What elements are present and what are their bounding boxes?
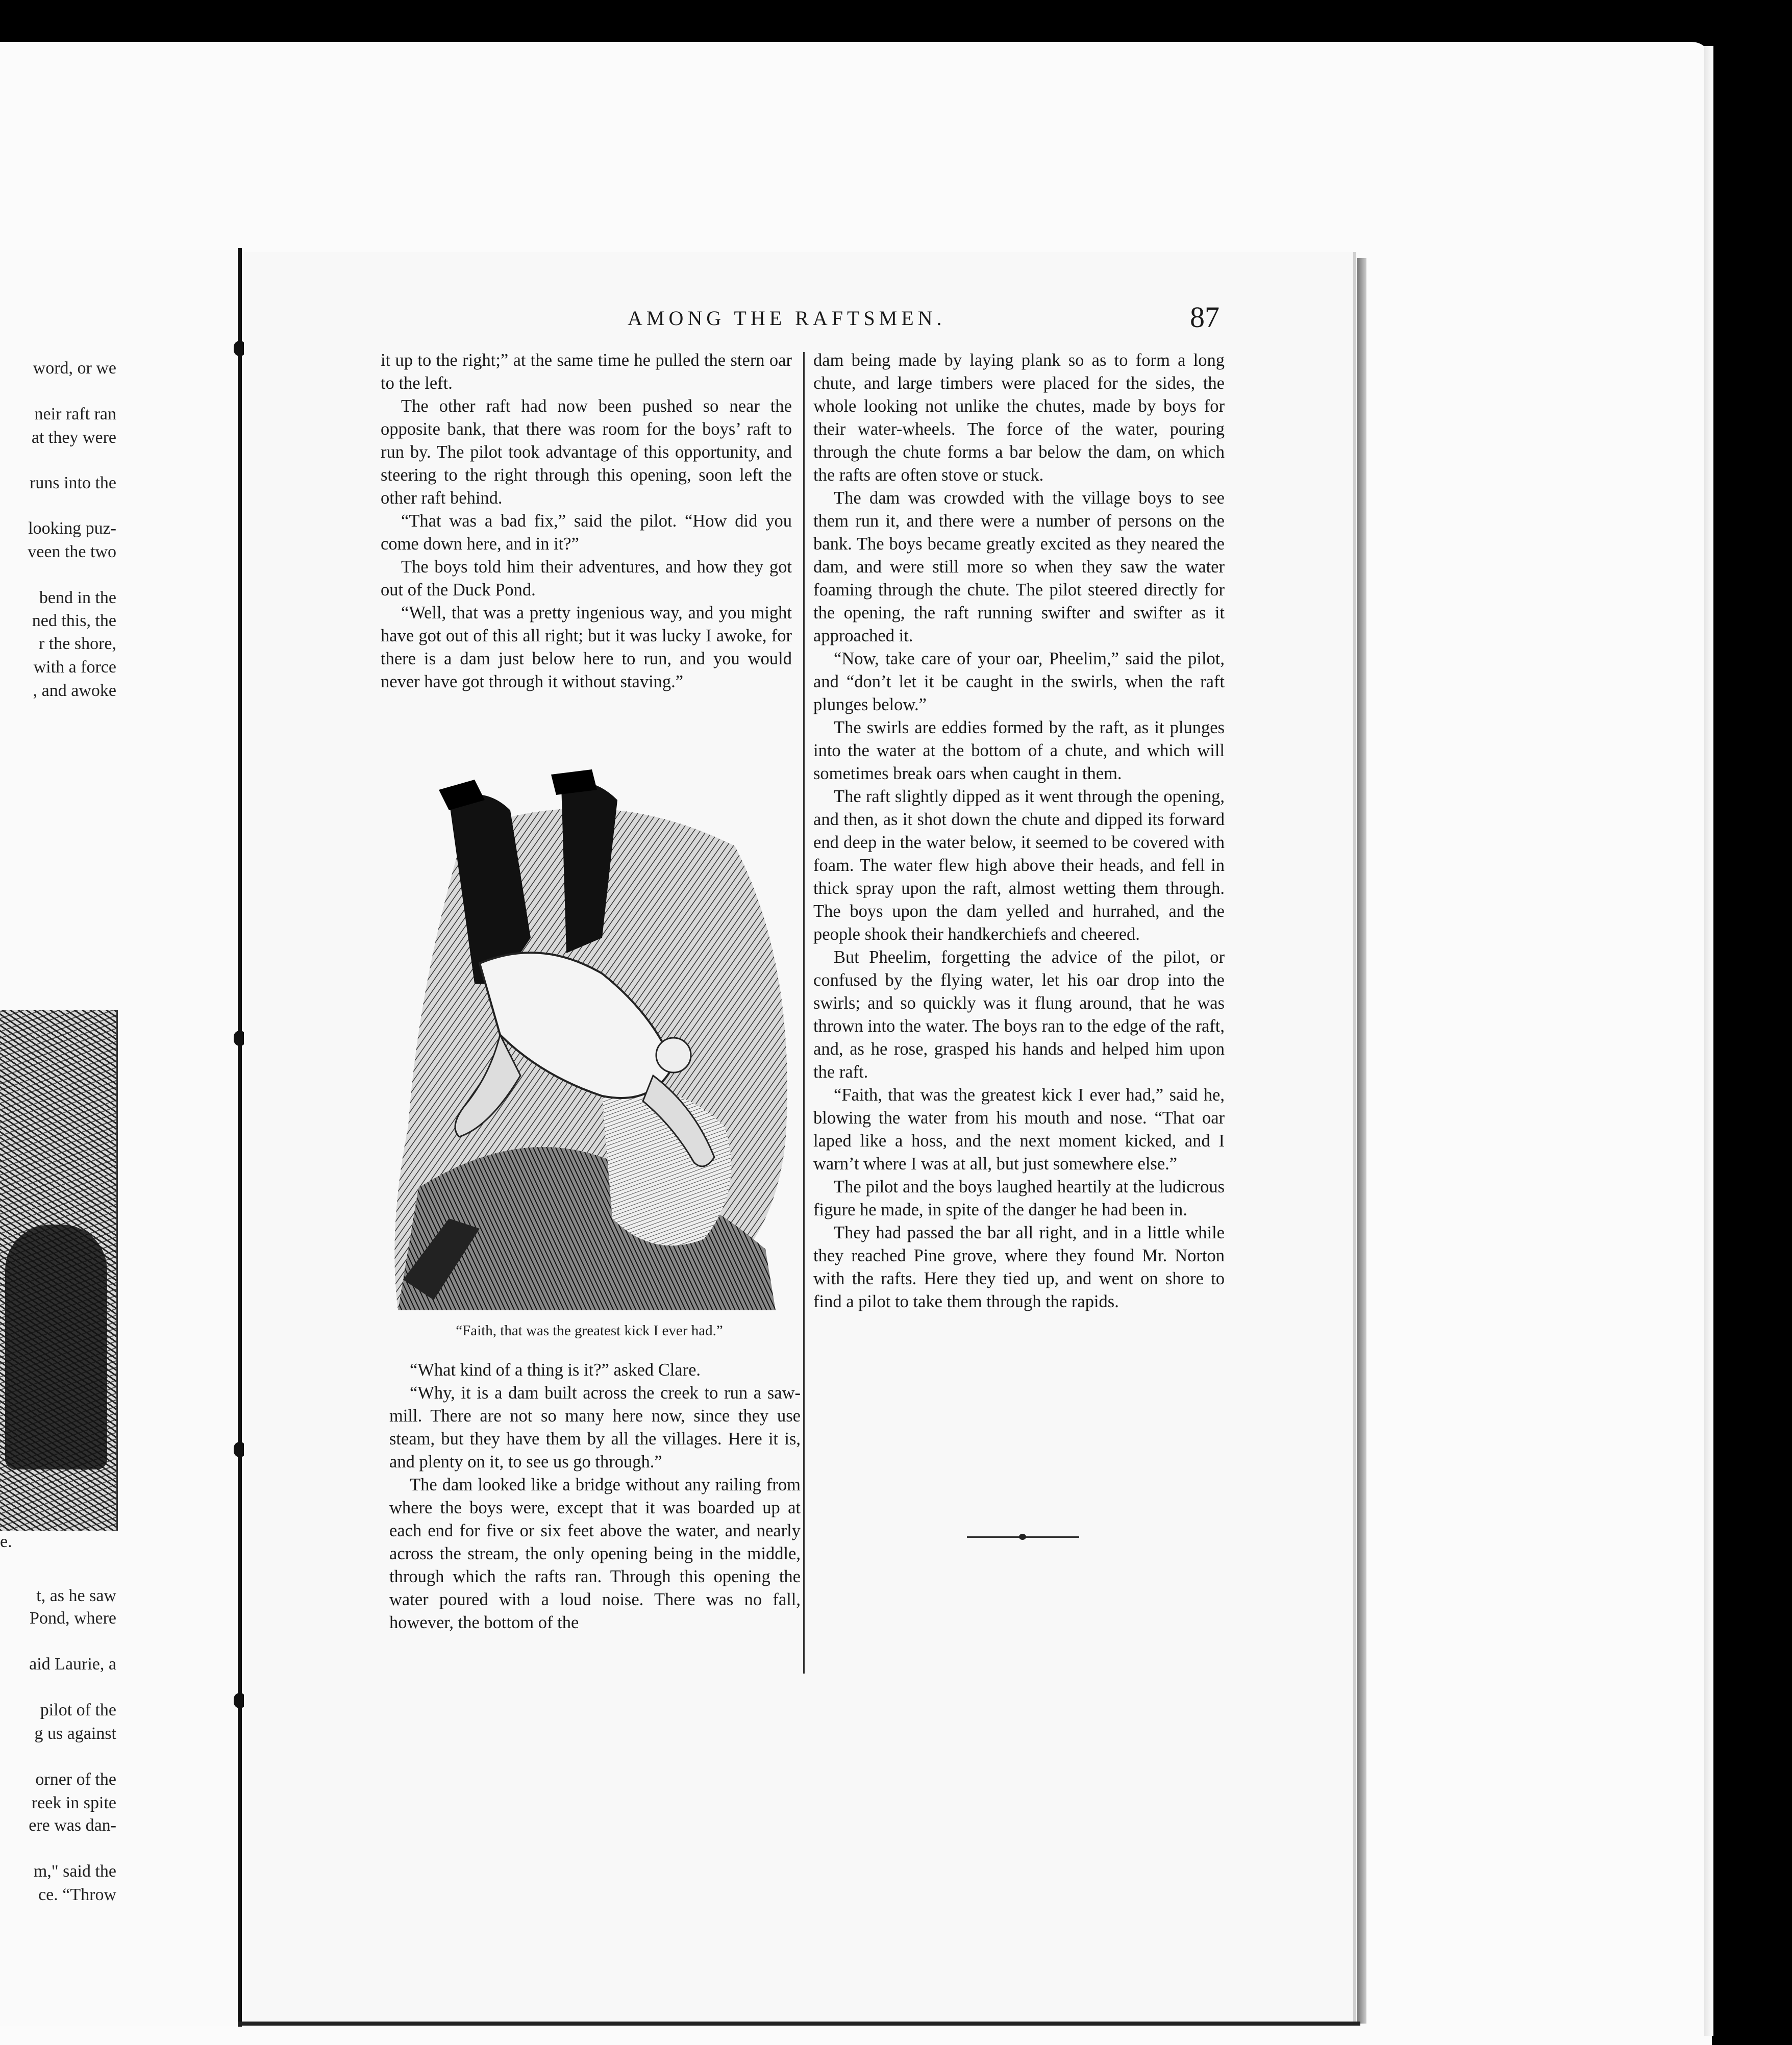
- column2-paragraph: dam being made by laying plank so as to form a long chute, and large timbers were placed for the sides, the whole looking not unlike the chutes, made by boys for their water-wheels. The force of the water, pouring through the chute forms a bar below the dam, on which the rafts are often stove or stuck.: [813, 351, 1225, 485]
- column2-paragraph: The raft slightly dipped as it went through the opening, and then, as it shot down the chute and dipped its forward end deep in the water below, it seemed to be covered with foam. The water flew high above their heads, and fell in thick spray upon the raft, almost wetting them through. The boys upon the dam yelled and hurrahed, and the people shook their handkerchiefs and cheered.: [813, 787, 1225, 944]
- column-rule: [803, 352, 805, 1674]
- column1-paragraph: it up to the right;” at the same time he pulled the stern oar to the left.: [381, 351, 792, 393]
- left-page-line-fragment: , and awoke: [33, 681, 116, 700]
- left-page-line-fragment: with a force: [33, 658, 116, 677]
- running-head: AMONG THE RAFTSMEN.: [628, 307, 946, 330]
- column1-lower-paragraph: “Why, it is a dam built across the creek to run a saw-mill. There are not so many here now, since they use steam, but they have them by all the villages. Here it is, and plenty on it, to see us go through.”: [389, 1383, 801, 1472]
- column2-paragraph: The dam was crowded with the village boys to see them run it, and there were a number of persons on the bank. The boys became greatly excited as they neared the dam, and were still more so when they saw the water foaming through the chute. The pilot steered directly for the opening, the raft running swifter and swifter as it approached it.: [813, 488, 1225, 645]
- left-page-line-fragment: reek in spite: [31, 1793, 116, 1812]
- left-page-line-fragment: m," said the: [33, 1862, 116, 1881]
- column1-paragraph: The boys told him their adventures, and how they got out of the Duck Pond.: [381, 557, 792, 600]
- left-page-line-fragment: t, as he saw: [36, 1586, 116, 1605]
- column1-lower-paragraph: “What kind of a thing is it?” asked Clare.: [410, 1360, 701, 1380]
- left-page-line-fragment: aid Laurie, a: [29, 1655, 116, 1674]
- illustration-engraving: [388, 769, 791, 1320]
- left-page-line-fragment: Pond, where: [30, 1609, 116, 1628]
- left-page-line-fragment: r the shore,: [38, 634, 116, 653]
- page-bottom-edge: [238, 2022, 1360, 2026]
- left-page-line-fragment: e.: [0, 1532, 12, 1551]
- scan-paper-edge: [1704, 46, 1713, 2036]
- column2-paragraph: They had passed the bar all right, and in a little while they reached Pine grove, where they found Mr. Norton with the rafts. Here they tied up, and went on shore to find a pilot to take them through the rapids.: [813, 1223, 1225, 1311]
- left-page-line-fragment: g us against: [34, 1724, 116, 1743]
- left-page-line-fragment: bend in the: [39, 588, 116, 607]
- column2-paragraph: “Faith, that was the greatest kick I ever had,” said he, blowing the water from his mouth and nose. “That oar laped like a hoss, and the next moment kicked, and I warn’t where I was at all, but just somewhere else.”: [813, 1085, 1225, 1174]
- text-column-left-lower: [389, 1359, 801, 1634]
- book-spine: [238, 248, 242, 2027]
- page-edge-shadow: [1357, 258, 1366, 2024]
- column1-paragraph: The other raft had now been pushed so near the opposite bank, that there was room for the boys’ raft to run by. The pilot took advantage of this opportunity, and steering to the right through this opening, soon left the other raft behind.: [381, 396, 792, 508]
- left-page-line-fragment: looking puz-: [28, 519, 116, 538]
- left-page-line-fragment: ned this, the: [32, 611, 116, 630]
- column1-lower-paragraph: The dam looked like a bridge without any railing from where the boys were, except that it was boarded up at each end for five or six feet above the water, and nearly across the stream, the only opening being in the middle, through which the rafts ran. Through this opening the water poured with a loud noise. There was no fall, however, the bottom of the: [389, 1475, 801, 1632]
- left-page-illustration: [0, 1010, 118, 1531]
- text-column-left-upper: [381, 349, 792, 693]
- left-page-line-fragment: word, or we: [33, 359, 116, 378]
- column2-paragraph: But Pheelim, forgetting the advice of the pilot, or confused by the flying water, let his oar drop into the swirls; and so quickly was it flung around, that he was thrown into the water. The boys ran to the edge of the raft, and, as he rose, grasped his hands and helped him upon the raft.: [813, 947, 1225, 1082]
- left-page-line-fragment: orner of the: [35, 1770, 116, 1789]
- column1-paragraph: “Well, that was a pretty ingenious way, and you might have got out of this all right; but it was lucky I awoke, for there is a dam just below here to run, and you would never have got through it without staving.”: [381, 603, 792, 691]
- left-page-line-fragment: neir raft ran: [34, 405, 116, 423]
- left-page-line-fragment: pilot of the: [40, 1701, 116, 1719]
- column1-paragraph: “That was a bad fix,” said the pilot. “How did you come down here, and in it?”: [381, 511, 792, 554]
- left-page-line-fragment: at they were: [31, 428, 116, 447]
- left-page-line-fragment: runs into the: [30, 473, 116, 492]
- illustration: [388, 769, 791, 1320]
- left-page-line-fragment: veen the two: [28, 542, 116, 561]
- text-column-right: [813, 349, 1225, 1313]
- page-number: 87: [1190, 301, 1219, 334]
- column2-paragraph: The pilot and the boys laughed heartily at the ludicrous figure he made, in spite of the danger he had been in.: [813, 1177, 1225, 1219]
- left-page-line-fragment: ere was dan-: [29, 1816, 116, 1835]
- end-ornament: [967, 1534, 1079, 1540]
- left-page: [0, 250, 240, 2026]
- column2-paragraph: The swirls are eddies formed by the raft, as it plunges into the water at the bottom of a chute, and which will sometimes break oars when caught in them.: [813, 718, 1225, 783]
- illustration-caption: “Faith, that was the greatest kick I ever had.”: [456, 1323, 723, 1339]
- left-page-line-fragment: ce. “Throw: [38, 1885, 116, 1904]
- column2-paragraph: “Now, take care of your oar, Pheelim,” said the pilot, and “don’t let it be caught in the swirls, when the raft plunges below.”: [813, 649, 1225, 714]
